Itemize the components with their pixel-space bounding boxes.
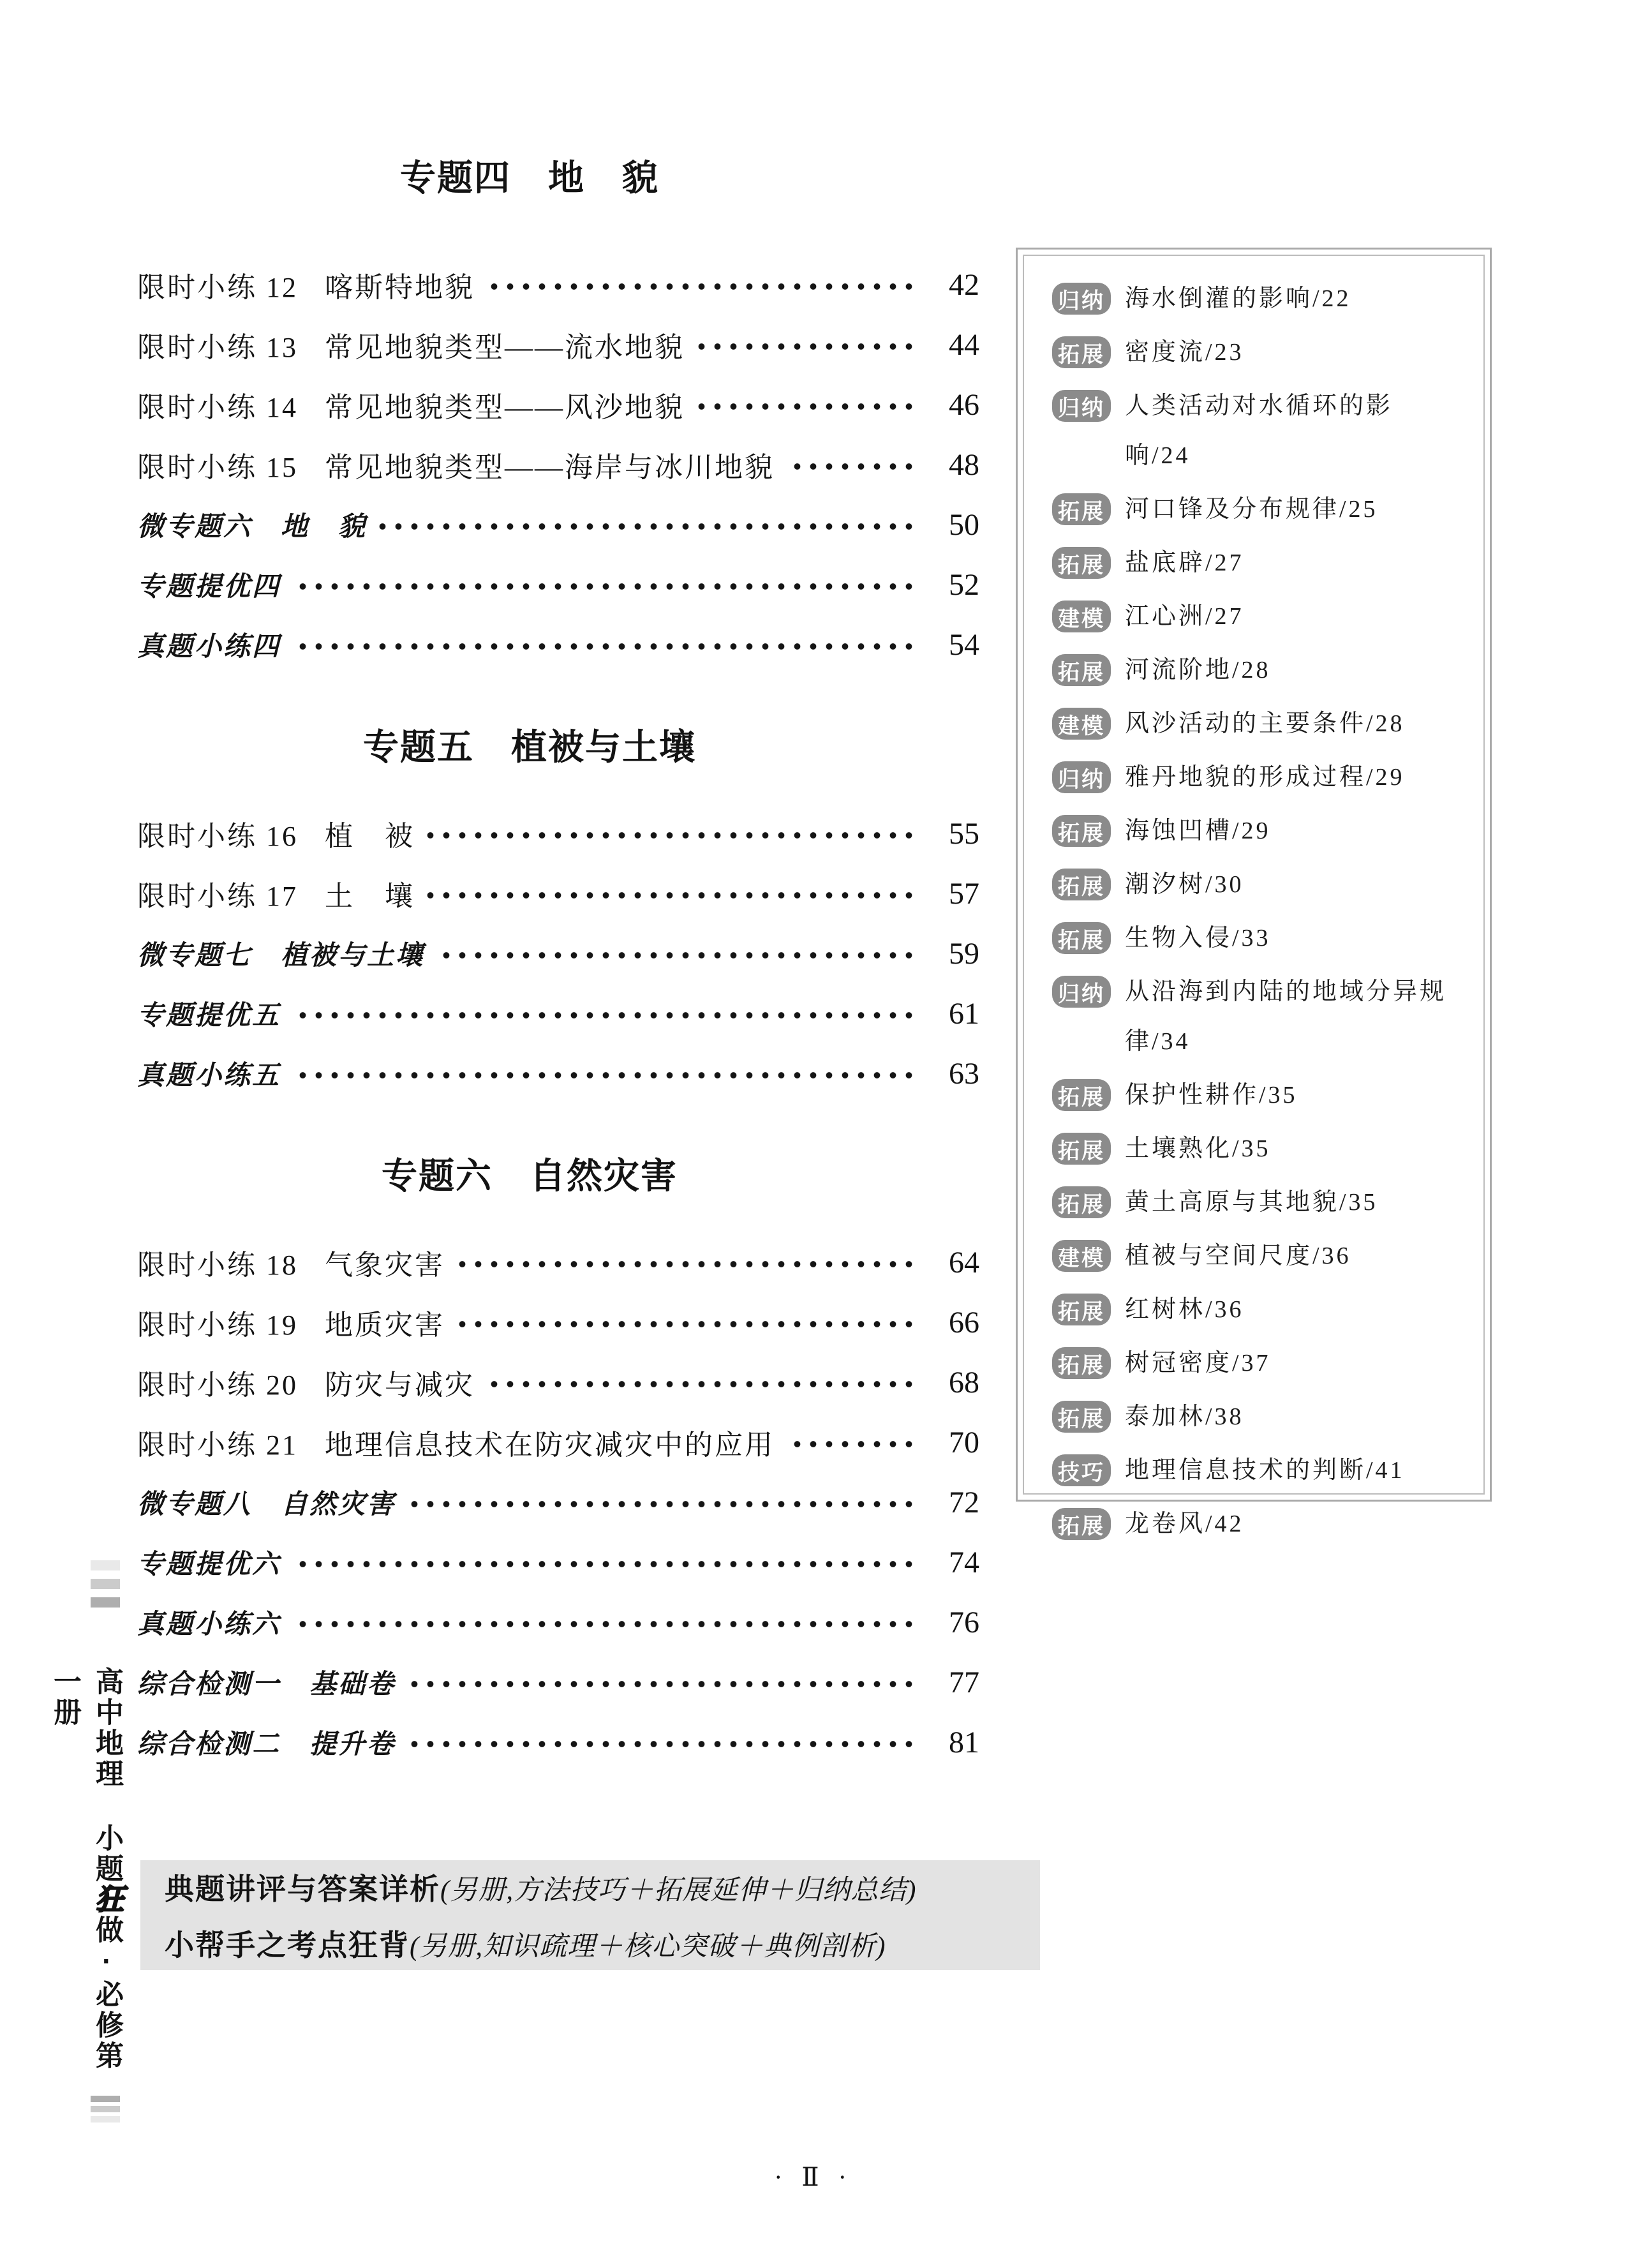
- toc-item-page: 77: [949, 1665, 979, 1699]
- spine-bar: [91, 2096, 120, 2102]
- sidebar-tag-badge: 拓展: [1052, 1508, 1111, 1540]
- sidebar-tag-badge: 拓展: [1052, 1079, 1111, 1111]
- spine-title: [49, 1667, 128, 2101]
- sidebar-tag-badge: 拓展: [1052, 922, 1111, 954]
- toc-item-page: 44: [949, 327, 979, 362]
- toc-item-title: 常见地貌类型——风沙地貌: [325, 392, 685, 423]
- sidebar-item-text: 树冠密度/37: [1125, 1350, 1271, 1376]
- section-title: 专题四 地 貌: [400, 159, 659, 198]
- sidebar-item: [1052, 1070, 1453, 1120]
- dot-leader: [292, 579, 917, 593]
- toc-row: [137, 615, 979, 675]
- sidebar-item: [1052, 592, 1453, 641]
- dot-leader: [486, 1377, 917, 1391]
- sidebar-item-text: 红树林/36: [1125, 1296, 1244, 1323]
- companion-line-note: (另册,知识疏理＋核心突破＋典例剖析): [410, 1932, 886, 1962]
- sidebar-item: [1052, 913, 1453, 963]
- companion-line: [165, 1922, 1040, 1964]
- toc-item-number: 限时小练 20: [137, 1369, 298, 1401]
- toc-item-title: 微专题八 自然灾害: [137, 1490, 396, 1519]
- sidebar-item-text: 雅丹地貌的形成过程/29: [1125, 764, 1405, 791]
- toc-item-title: 气象灾害: [325, 1250, 445, 1281]
- sidebar-item-text: 从沿海到内陆的地域分异规律/34: [1125, 978, 1447, 1055]
- dot-leader: [456, 1257, 917, 1271]
- toc-item-title: 专题提优四: [137, 572, 281, 602]
- toc-item-title: 地理信息技术在防灾减灾中的应用: [325, 1429, 775, 1461]
- toc-item-title: 地质灾害: [325, 1309, 445, 1341]
- sidebar-item: [1052, 1177, 1453, 1227]
- toc-item-page: 64: [949, 1245, 979, 1279]
- sidebar-tag-badge: 拓展: [1052, 336, 1111, 368]
- toc-item-number: 限时小练 13: [137, 332, 298, 363]
- sidebar-tag-badge: 拓展: [1052, 547, 1111, 579]
- dot-leader: [292, 1617, 917, 1631]
- toc-item-title: 真题小练六: [137, 1610, 281, 1639]
- sidebar-item-text: 土壤熟化/35: [1125, 1135, 1271, 1162]
- sidebar-item: [1052, 1392, 1453, 1442]
- toc-row: [137, 555, 979, 615]
- dot-leader: [426, 888, 917, 902]
- toc-item-number: 限时小练 16: [137, 821, 298, 852]
- spine-bottom-bars: [91, 2096, 120, 2123]
- sidebar-tag-badge: 建模: [1052, 601, 1111, 632]
- sidebar-item-text: 盐底辟/27: [1125, 549, 1244, 576]
- dot-leader: [696, 399, 917, 414]
- toc-row: [137, 495, 979, 555]
- toc-item-page: 52: [949, 567, 979, 602]
- toc-item-number: 限时小练 17: [137, 881, 298, 912]
- dot-leader: [436, 948, 917, 962]
- sidebar-item-text: 风沙活动的主要条件/28: [1125, 710, 1405, 737]
- toc-item-title: 微专题七 植被与土壤: [137, 941, 425, 971]
- sidebar-item-text: 潮汐树/30: [1125, 871, 1244, 898]
- sidebar-item: [1052, 1124, 1453, 1174]
- toc-item-title: 真题小练五: [137, 1061, 281, 1091]
- sidebar-tag-badge: 拓展: [1052, 1133, 1111, 1165]
- toc-item-title: 防灾与减灾: [325, 1369, 475, 1401]
- sidebar-item: [1052, 538, 1453, 588]
- dot-leader: [292, 1557, 917, 1571]
- toc-item-number: 限时小练 15: [137, 452, 298, 483]
- toc-item-page: 42: [949, 267, 979, 302]
- toc-item-page: 55: [949, 816, 979, 851]
- sidebar-tag-badge: 拓展: [1052, 815, 1111, 847]
- toc-item-title: 喀斯特地貌: [325, 272, 475, 303]
- toc-item-page: 54: [949, 627, 979, 662]
- section-title: 专题五 植被与土壤: [363, 728, 696, 768]
- sidebar-box: [1016, 248, 1492, 1539]
- section-title: 专题六 自然灾害: [382, 1157, 678, 1197]
- sidebar-item-text: 泰加林/38: [1125, 1403, 1244, 1430]
- toc-item-title: 土 壤: [325, 881, 415, 912]
- sidebar-item-text: 保护性耕作/35: [1125, 1082, 1298, 1108]
- sidebar-item: [1052, 860, 1453, 909]
- toc-row: [137, 983, 979, 1043]
- sidebar-item: [1052, 645, 1453, 695]
- sidebar-tag-badge: 拓展: [1052, 869, 1111, 900]
- toc-item-page: 46: [949, 387, 979, 422]
- toc-item-number: 限时小练 14: [137, 392, 298, 423]
- spine-bar: [91, 1597, 120, 1608]
- toc-item-number: 限时小练 18: [137, 1250, 298, 1281]
- toc-row: [137, 863, 979, 923]
- sidebar-item-text: 人类活动对水循环的影响/24: [1125, 392, 1393, 469]
- sidebar-item: [1052, 327, 1453, 377]
- toc-item-title: 综合检测二 提升卷: [137, 1730, 396, 1759]
- sidebar-tag-badge: 拓展: [1052, 1294, 1111, 1325]
- sidebar-list: [1023, 255, 1485, 1539]
- sidebar-item-text: 黄土高原与其地貌/35: [1125, 1189, 1378, 1216]
- sidebar-item-text: 植被与空间尺度/36: [1125, 1242, 1351, 1269]
- sidebar-tag-badge: 归纳: [1052, 976, 1111, 1008]
- sidebar-item: [1052, 1445, 1453, 1495]
- toc-item-page: 48: [949, 447, 979, 482]
- sidebar-tag-badge: 建模: [1052, 1240, 1111, 1272]
- toc-item-page: 63: [949, 1056, 979, 1091]
- toc-item-number: 限时小练 19: [137, 1309, 298, 1341]
- companion-line-title: 典题讲评与答案详析: [165, 1872, 440, 1906]
- companion-line-note: (另册,方法技巧＋拓展延伸＋归纳总结): [440, 1876, 917, 1906]
- toc-row: [137, 1412, 979, 1472]
- sidebar-item: [1052, 699, 1453, 749]
- toc-row: [137, 1043, 979, 1103]
- spine-bar: [91, 2106, 120, 2112]
- toc-row: [137, 375, 979, 435]
- toc-row: [137, 923, 979, 983]
- toc-row: [137, 1592, 979, 1652]
- toc-row: [137, 255, 979, 315]
- sidebar-tag-badge: 归纳: [1052, 283, 1111, 315]
- sidebar-item: [1052, 1499, 1453, 1549]
- toc-item-title: 真题小练四: [137, 632, 281, 662]
- toc-item-page: 61: [949, 996, 979, 1031]
- toc-item-title: 植 被: [325, 821, 415, 852]
- dot-leader: [786, 1437, 917, 1451]
- sidebar-tag-badge: 拓展: [1052, 493, 1111, 525]
- sidebar-tag-badge: 归纳: [1052, 390, 1111, 422]
- sidebar-item: [1052, 806, 1453, 856]
- sidebar-item: [1052, 381, 1453, 481]
- dot-leader: [292, 1008, 917, 1022]
- toc-row: [137, 1292, 979, 1352]
- toc-item-page: 70: [949, 1425, 979, 1459]
- spine-top-bars: [91, 1560, 120, 1608]
- sidebar-item: [1052, 274, 1453, 324]
- dot-leader: [378, 519, 917, 533]
- sidebar-item: [1052, 1338, 1453, 1388]
- sidebar-item-text: 密度流/23: [1125, 339, 1244, 366]
- sidebar-tag-badge: 拓展: [1052, 1186, 1111, 1218]
- spine-title-outlined-char: 狂: [91, 1884, 123, 1915]
- sidebar-item-text: 生物入侵/33: [1125, 925, 1271, 951]
- page-number: · Ⅱ ·: [774, 2163, 853, 2191]
- book-spine: [0, 0, 137, 2268]
- sidebar-item: [1052, 752, 1453, 802]
- sidebar-tag-badge: 建模: [1052, 708, 1111, 740]
- toc-item-title: 专题提优五: [137, 1001, 281, 1031]
- companion-line-title: 小帮手之考点狂背: [165, 1929, 410, 1962]
- dot-leader: [407, 1677, 917, 1691]
- dot-leader: [426, 828, 917, 842]
- toc-item-title: 常见地貌类型——海岸与冰川地貌: [325, 452, 775, 483]
- companion-line: [165, 1866, 1040, 1908]
- dot-leader: [486, 280, 917, 294]
- sidebar-tag-badge: 拓展: [1052, 1347, 1111, 1379]
- toc-item-page: 57: [949, 876, 979, 911]
- sidebar-item: [1052, 1285, 1453, 1334]
- toc-row: [137, 1712, 979, 1772]
- dot-leader: [292, 639, 917, 653]
- toc-item-number: 限时小练 21: [137, 1429, 298, 1461]
- toc-item-page: 81: [949, 1725, 979, 1759]
- sidebar-item: [1052, 967, 1453, 1066]
- toc-item-title: 常见地貌类型——流水地貌: [325, 332, 685, 363]
- spine-bar: [91, 2116, 120, 2123]
- spine-bar: [91, 1560, 120, 1570]
- toc-row: [137, 1352, 979, 1412]
- sidebar-item: [1052, 484, 1453, 534]
- sidebar-tag-badge: 拓展: [1052, 1401, 1111, 1433]
- toc-item-page: 74: [949, 1545, 979, 1579]
- toc-item-title: 微专题六 地 貌: [137, 512, 368, 542]
- sidebar-tag-badge: 技巧: [1052, 1454, 1111, 1486]
- sidebar-item-text: 江心洲/27: [1125, 603, 1244, 630]
- sidebar-item-text: 海蚀凹槽/29: [1125, 817, 1271, 844]
- dot-leader: [696, 339, 917, 354]
- sidebar-tag-badge: 拓展: [1052, 654, 1111, 686]
- toc-item-page: 50: [949, 507, 979, 542]
- toc-item-title: 综合检测一 基础卷: [137, 1670, 396, 1699]
- toc-row: [137, 803, 979, 863]
- spine-title-part: 高中地理 小题: [91, 1667, 123, 1884]
- toc-item-page: 68: [949, 1365, 979, 1399]
- sidebar-item-text: 河口锋及分布规律/25: [1125, 496, 1378, 523]
- toc-main-column: [137, 150, 979, 1772]
- toc-item-title: 专题提优六: [137, 1550, 281, 1579]
- toc-row: [137, 315, 979, 375]
- spine-bar: [91, 1579, 120, 1589]
- toc-row: [137, 435, 979, 495]
- toc-item-page: 66: [949, 1305, 979, 1339]
- dot-leader: [292, 1068, 917, 1082]
- toc-row: [137, 1232, 979, 1292]
- toc-item-page: 76: [949, 1605, 979, 1639]
- toc-item-page: 72: [949, 1485, 979, 1519]
- dot-leader: [456, 1317, 917, 1331]
- companion-books-box: [140, 1860, 1040, 1970]
- spine-title-part: 做·必修第一册: [49, 1667, 123, 2071]
- sidebar-tag-badge: 归纳: [1052, 761, 1111, 793]
- toc-row: [137, 1532, 979, 1592]
- toc-item-number: 限时小练 12: [137, 272, 298, 303]
- toc-item-page: 59: [949, 936, 979, 971]
- dot-leader: [407, 1497, 917, 1511]
- toc-row: [137, 1652, 979, 1712]
- sidebar-item-text: 河流阶地/28: [1125, 657, 1271, 683]
- sidebar-item-text: 地理信息技术的判断/41: [1125, 1457, 1405, 1484]
- dot-leader: [407, 1737, 917, 1751]
- sidebar-item-text: 海水倒灌的影响/22: [1125, 285, 1351, 312]
- sidebar-item: [1052, 1231, 1453, 1281]
- dot-leader: [786, 459, 917, 474]
- toc-row: [137, 1472, 979, 1532]
- sidebar-item-text: 龙卷风/42: [1125, 1511, 1244, 1537]
